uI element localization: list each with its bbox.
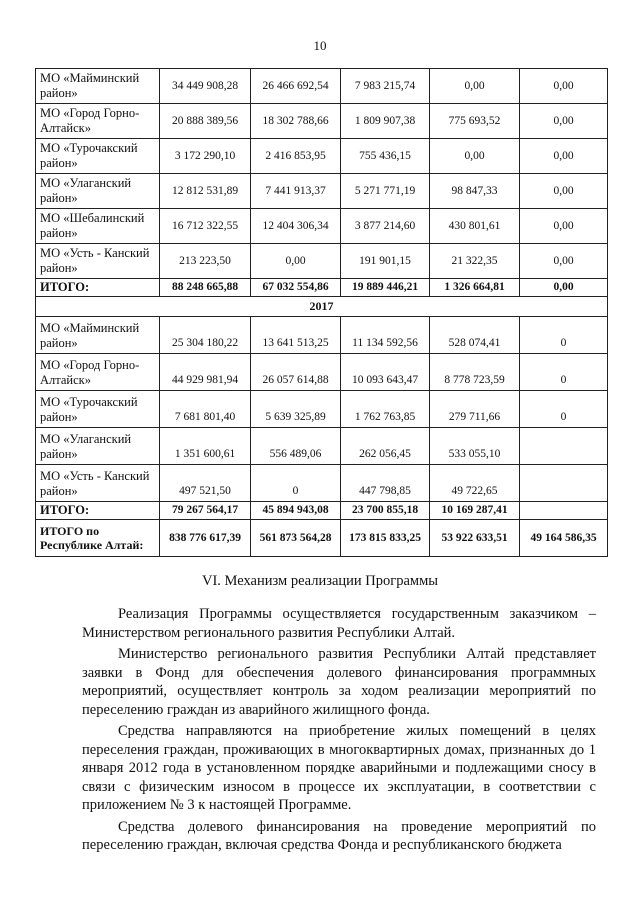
municipality-cell: МО «Улаганский район» [36,428,160,465]
amount-cell: 775 693,52 [430,104,520,139]
amount-cell: 25 304 180,22 [160,317,251,354]
amount-cell: 838 776 617,39 [160,520,251,557]
amount-cell: 45 894 943,08 [251,502,341,520]
amount-cell [520,465,608,502]
year-label: 2017 [36,297,608,317]
amount-cell: 7 681 801,40 [160,391,251,428]
amount-cell: 430 801,61 [430,209,520,244]
amount-cell: 0 [520,354,608,391]
amount-cell: 528 074,41 [430,317,520,354]
amount-cell: 0 [520,317,608,354]
amount-cell: 10 093 643,47 [341,354,430,391]
amount-cell: 79 267 564,17 [160,502,251,520]
amount-cell: 1 326 664,81 [430,279,520,297]
municipality-cell: МО «Майминский район» [36,317,160,354]
page-number: 10 [313,38,327,53]
amount-cell: 0,00 [430,139,520,174]
paragraph: Средства направляются на приобретение жилых помещений в целях переселения граждан, проживающих в многоквартирных домах, признанных до 1 января 2012 года в установленном порядке аварийными и подлежащими сносу в связи с физическим износом в процессе их эксплуатации, в соответствии с приложением № 3 к настоящей Программе. [82,723,596,813]
amount-cell: 262 056,45 [341,428,430,465]
municipality-cell: МО «Город Горно-Алтайск» [36,354,160,391]
paragraph: Средства долевого финансирования на проведение мероприятий по переселению граждан, включая средства Фонда и республиканского бюджета [82,818,596,853]
amount-cell: 173 815 833,25 [341,520,430,557]
amount-cell: 13 641 513,25 [251,317,341,354]
amount-cell: 0 [520,391,608,428]
amount-cell: 12 812 531,89 [160,174,251,209]
amount-cell: 0,00 [520,69,608,104]
amount-cell: 49 164 586,35 [520,520,608,557]
amount-cell: 1 809 907,38 [341,104,430,139]
table-row [36,317,608,354]
amount-cell: 44 929 981,94 [160,354,251,391]
amount-cell: 1 351 600,61 [160,428,251,465]
amount-cell: 26 057 614,88 [251,354,341,391]
amount-cell: 0,00 [520,104,608,139]
municipality-cell: МО «Город Горно-Алтайск» [36,104,160,139]
table-row [36,465,608,502]
municipality-cell: МО «Усть - Канский район» [36,465,160,502]
amount-cell: 533 055,10 [430,428,520,465]
table-row [36,428,608,465]
amount-cell: 3 172 290,10 [160,139,251,174]
amount-cell: 5 271 771,19 [341,174,430,209]
amount-cell: 0,00 [520,174,608,209]
amount-cell: 20 888 389,56 [160,104,251,139]
amount-cell: 34 449 908,28 [160,69,251,104]
body-text [82,605,596,858]
amount-cell: 0,00 [520,139,608,174]
amount-cell: 18 302 788,66 [251,104,341,139]
amount-cell: 23 700 855,18 [341,502,430,520]
amount-cell: 561 873 564,28 [251,520,341,557]
amount-cell: 16 712 322,55 [160,209,251,244]
amount-cell: 447 798,85 [341,465,430,502]
amount-cell: 67 032 554,86 [251,279,341,297]
amount-cell: 53 922 633,51 [430,520,520,557]
amount-cell: 279 711,66 [430,391,520,428]
year-row [36,297,608,317]
table-row [36,174,608,209]
amount-cell: 755 436,15 [341,139,430,174]
amount-cell: 497 521,50 [160,465,251,502]
table-row [36,139,608,174]
municipality-cell: ИТОГО: [36,502,160,520]
amount-cell: 191 901,15 [341,244,430,279]
amount-cell: 10 169 287,41 [430,502,520,520]
municipality-cell: ИТОГО: [36,279,160,297]
municipality-cell: МО «Турочакский район» [36,391,160,428]
table-row [36,354,608,391]
amount-cell: 21 322,35 [430,244,520,279]
municipality-cell: МО «Улаганский район» [36,174,160,209]
paragraph: Министерство регионального развития Республики Алтай представляет заявки в Фонд для обеспечения долевого финансирования программных мероприятий, осуществляет контроль за ходом реализации мероприятий по переселению граждан из аварийного жилищного фонда. [82,646,596,718]
amount-cell: 2 416 853,95 [251,139,341,174]
amount-cell: 0,00 [520,209,608,244]
paragraph: Реализация Программы осуществляется государственным заказчиком – Министерством регионального развития Республики Алтай. [82,606,596,641]
table-row [36,209,608,244]
municipality-cell: МО «Шебалинский район» [36,209,160,244]
municipality-cell: ИТОГО по Республике Алтай: [36,520,160,557]
amount-cell: 0,00 [520,244,608,279]
amount-cell: 98 847,33 [430,174,520,209]
amount-cell: 3 877 214,60 [341,209,430,244]
financing-table [35,68,608,557]
municipality-cell: МО «Усть - Канский район» [36,244,160,279]
amount-cell: 11 134 592,56 [341,317,430,354]
amount-cell: 12 404 306,34 [251,209,341,244]
amount-cell: 8 778 723,59 [430,354,520,391]
table-row [36,391,608,428]
total-row [36,279,608,297]
amount-cell: 26 466 692,54 [251,69,341,104]
amount-cell: 5 639 325,89 [251,391,341,428]
amount-cell: 0,00 [251,244,341,279]
table-row [36,104,608,139]
amount-cell: 7 441 913,37 [251,174,341,209]
amount-cell: 0,00 [520,279,608,297]
section-title: VI. Механизм реализации Программы [201,573,439,589]
amount-cell: 0 [251,465,341,502]
municipality-cell: МО «Майминский район» [36,69,160,104]
table-row [36,244,608,279]
total-row [36,502,608,520]
total-row [36,520,608,557]
amount-cell: 1 762 763,85 [341,391,430,428]
amount-cell [520,502,608,520]
amount-cell: 49 722,65 [430,465,520,502]
amount-cell: 19 889 446,21 [341,279,430,297]
table-row [36,69,608,104]
municipality-cell: МО «Турочакский район» [36,139,160,174]
amount-cell [520,428,608,465]
amount-cell: 0,00 [430,69,520,104]
amount-cell: 7 983 215,74 [341,69,430,104]
amount-cell: 213 223,50 [160,244,251,279]
amount-cell: 556 489,06 [251,428,341,465]
amount-cell: 88 248 665,88 [160,279,251,297]
